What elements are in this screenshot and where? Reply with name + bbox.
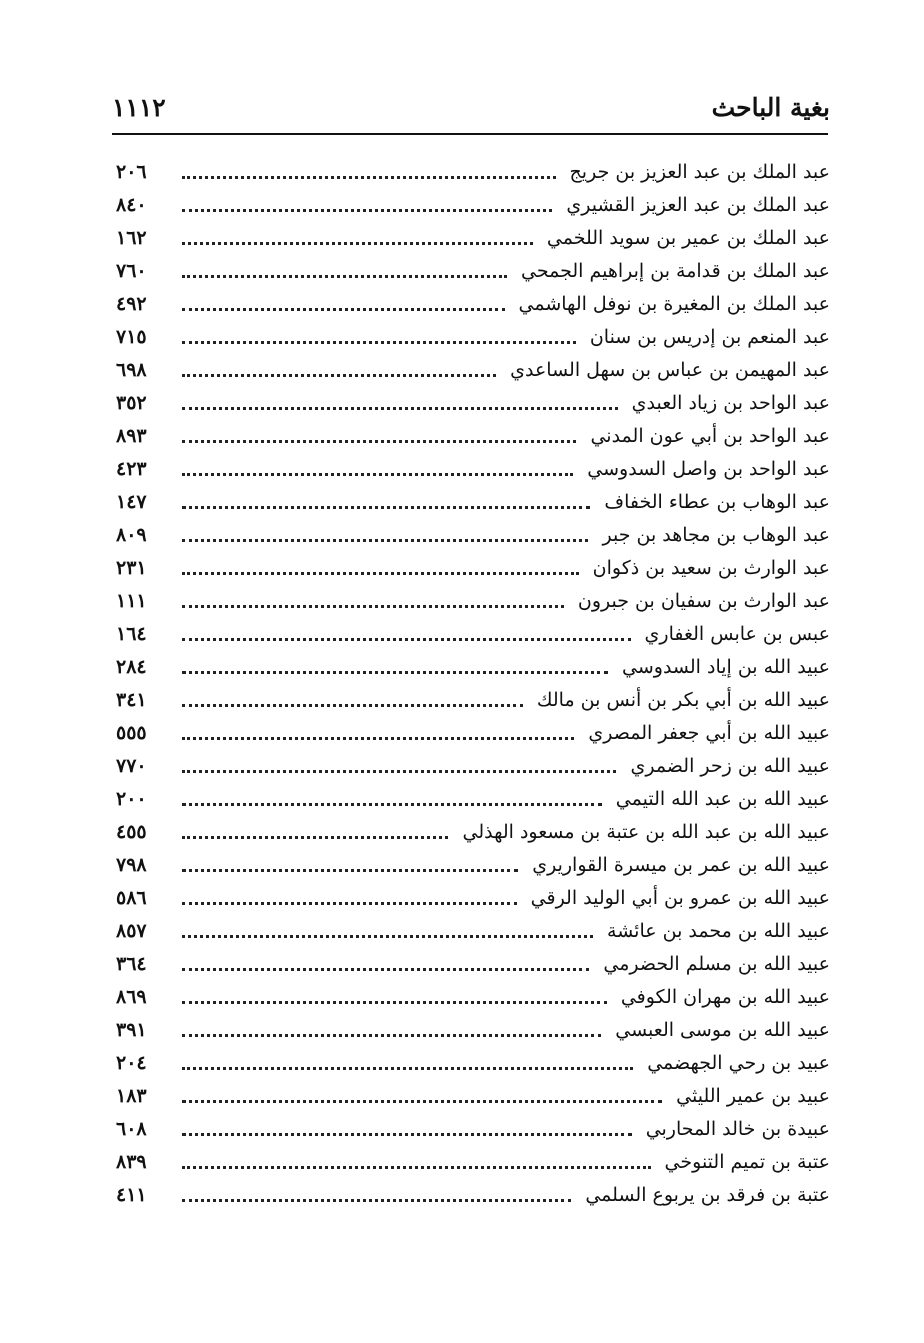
entry-name: عبيد الله بن عمرو بن أبي الوليد الرقي — [530, 887, 830, 909]
dot-leader — [182, 308, 505, 311]
index-entry — [116, 915, 830, 948]
dot-leader — [182, 671, 608, 674]
dot-leader — [182, 770, 616, 773]
entry-page-number: ١١١ — [116, 590, 147, 612]
running-title: بغية الباحث — [711, 93, 830, 122]
entry-page-number: ١٦٢ — [116, 227, 147, 249]
dot-leader — [182, 704, 523, 707]
entry-name: عبيد الله بن عبد الله التيمي — [615, 788, 830, 810]
dot-leader — [182, 1001, 607, 1004]
entry-name: عبيدة بن خالد المحاربي — [645, 1118, 830, 1140]
entry-name: عبد الملك بن عبد العزيز بن جريج — [569, 161, 830, 183]
dot-leader — [182, 935, 593, 938]
dot-leader — [182, 1199, 571, 1202]
entry-name: عبيد الله بن أبي جعفر المصري — [588, 722, 830, 744]
dot-leader — [182, 605, 564, 608]
index-entry — [116, 717, 830, 750]
dot-leader — [182, 407, 618, 410]
entry-page-number: ١٦٤ — [116, 623, 147, 645]
entry-name: عتبة بن فرقد بن يربوع السلمي — [585, 1184, 830, 1206]
entry-name: عبيد الله بن إياد السدوسي — [622, 656, 830, 678]
dot-leader — [182, 374, 496, 377]
index-entry — [116, 1014, 830, 1047]
index-entries-list — [116, 156, 830, 1212]
entry-name: عبد الملك بن قدامة بن إبراهيم الجمحي — [521, 260, 830, 282]
entry-page-number: ٣٥٢ — [116, 392, 147, 414]
entry-page-number: ٤١١ — [116, 1184, 147, 1206]
entry-name: عبيد الله بن عبد الله بن عتبة بن مسعود الهذلي — [462, 821, 830, 843]
entry-name: عبيد الله بن مسلم الحضرمي — [603, 953, 830, 975]
entry-page-number: ٤٥٥ — [116, 821, 147, 843]
entry-name: عبيد بن عمير الليثي — [676, 1085, 830, 1107]
index-entry — [116, 882, 830, 915]
index-entry — [116, 651, 830, 684]
dot-leader — [182, 539, 588, 542]
entry-page-number: ٨٣٩ — [116, 1151, 147, 1173]
entry-page-number: ٨٤٠ — [116, 194, 147, 216]
index-entry — [116, 981, 830, 1014]
entry-page-number: ١٨٣ — [116, 1085, 147, 1107]
entry-name: عبد الوارث بن سفيان بن جبرون — [577, 590, 830, 612]
entry-page-number: ٨٩٣ — [116, 425, 147, 447]
entry-page-number: ٢٣١ — [116, 557, 147, 579]
index-entry — [116, 486, 830, 519]
dot-leader — [182, 1133, 632, 1136]
entry-page-number: ٢٠٠ — [116, 788, 147, 810]
dot-leader — [182, 473, 573, 476]
dot-leader — [182, 1034, 601, 1037]
page-number: ١١١٢ — [112, 93, 166, 122]
dot-leader — [182, 1166, 651, 1169]
dot-leader — [182, 440, 576, 443]
index-entry — [116, 453, 830, 486]
entry-page-number: ٤٩٢ — [116, 293, 147, 315]
entry-name: عبيد الله بن زحر الضمري — [630, 755, 830, 777]
entry-page-number: ٣٤١ — [116, 689, 147, 711]
entry-page-number: ٧١٥ — [116, 326, 147, 348]
index-entry — [116, 321, 830, 354]
dot-leader — [182, 572, 579, 575]
index-entry — [116, 420, 830, 453]
entry-name: عبيد الله بن محمد بن عائشة — [607, 920, 830, 942]
index-entry — [116, 849, 830, 882]
index-entry — [116, 1113, 830, 1146]
entry-page-number: ٨٦٩ — [116, 986, 147, 1008]
entry-name: عتبة بن تميم التنوخي — [664, 1151, 830, 1173]
entry-name: عبس بن عابس الغفاري — [644, 623, 830, 645]
dot-leader — [182, 803, 602, 806]
index-entry — [116, 816, 830, 849]
index-entry — [116, 618, 830, 651]
dot-leader — [182, 275, 507, 278]
entry-name: عبيد الله بن موسى العبسي — [615, 1019, 830, 1041]
index-entry — [116, 189, 830, 222]
entry-name: عبد الملك بن عمير بن سويد اللخمي — [546, 227, 830, 249]
entry-page-number: ٦٠٨ — [116, 1118, 147, 1140]
entry-page-number: ٢٨٤ — [116, 656, 147, 678]
index-entry — [116, 750, 830, 783]
index-entry — [116, 255, 830, 288]
entry-page-number: ٧٦٠ — [116, 260, 147, 282]
entry-name: عبد الوهاب بن عطاء الخفاف — [604, 491, 830, 513]
index-entry — [116, 1047, 830, 1080]
index-entry — [116, 585, 830, 618]
entry-name: عبد المنعم بن إدريس بن سنان — [589, 326, 830, 348]
entry-page-number: ٧٧٠ — [116, 755, 147, 777]
dot-leader — [182, 902, 517, 905]
dot-leader — [182, 341, 576, 344]
index-entry — [116, 1179, 830, 1212]
dot-leader — [182, 869, 518, 872]
entry-page-number: ٢٠٤ — [116, 1052, 147, 1074]
dot-leader — [182, 1100, 662, 1103]
entry-name: عبيد الله بن عمر بن ميسرة القواريري — [532, 854, 830, 876]
dot-leader — [182, 638, 631, 641]
entry-name: عبد الواحد بن زياد العبدي — [631, 392, 830, 414]
entry-page-number: ٧٩٨ — [116, 854, 147, 876]
dot-leader — [182, 176, 556, 179]
dot-leader — [182, 242, 533, 245]
entry-page-number: ٣٩١ — [116, 1019, 147, 1041]
dot-leader — [182, 209, 552, 212]
index-entry — [116, 552, 830, 585]
page-header — [112, 88, 830, 128]
index-entry — [116, 354, 830, 387]
entry-name: عبد الوهاب بن مجاهد بن جبر — [602, 524, 830, 546]
entry-page-number: ٤٢٣ — [116, 458, 147, 480]
index-entry — [116, 1080, 830, 1113]
dot-leader — [182, 836, 448, 839]
dot-leader — [182, 968, 589, 971]
entry-page-number: ٢٠٦ — [116, 161, 147, 183]
entry-page-number: ٨٥٧ — [116, 920, 147, 942]
entry-name: عبد الواحد بن واصل السدوسي — [587, 458, 830, 480]
entry-name: عبيد الله بن أبي بكر بن أنس بن مالك — [536, 689, 830, 711]
index-entry — [116, 783, 830, 816]
entry-name: عبد الملك بن المغيرة بن نوفل الهاشمي — [518, 293, 830, 315]
dot-leader — [182, 506, 590, 509]
entry-page-number: ٥٨٦ — [116, 887, 147, 909]
entry-name: عبد الوارث بن سعيد بن ذكوان — [592, 557, 830, 579]
entry-name: عبيد الله بن مهران الكوفي — [620, 986, 830, 1008]
index-entry — [116, 387, 830, 420]
entry-page-number: ٣٦٤ — [116, 953, 147, 975]
entry-page-number: ٥٥٥ — [116, 722, 147, 744]
entry-name: عبد الواحد بن أبي عون المدني — [590, 425, 830, 447]
header-rule — [112, 133, 828, 135]
index-entry — [116, 222, 830, 255]
entry-page-number: ٦٩٨ — [116, 359, 147, 381]
entry-page-number: ١٤٧ — [116, 491, 147, 513]
entry-name: عبيد بن رحي الجهضمي — [647, 1052, 830, 1074]
entry-name: عبد المهيمن بن عباس بن سهل الساعدي — [510, 359, 830, 381]
index-entry — [116, 684, 830, 717]
index-entry — [116, 288, 830, 321]
dot-leader — [182, 1067, 633, 1070]
index-entry — [116, 156, 830, 189]
index-entry — [116, 519, 830, 552]
index-entry — [116, 1146, 830, 1179]
entry-name: عبد الملك بن عبد العزيز القشيري — [566, 194, 830, 216]
index-entry — [116, 948, 830, 981]
entry-page-number: ٨٠٩ — [116, 524, 147, 546]
dot-leader — [182, 737, 574, 740]
